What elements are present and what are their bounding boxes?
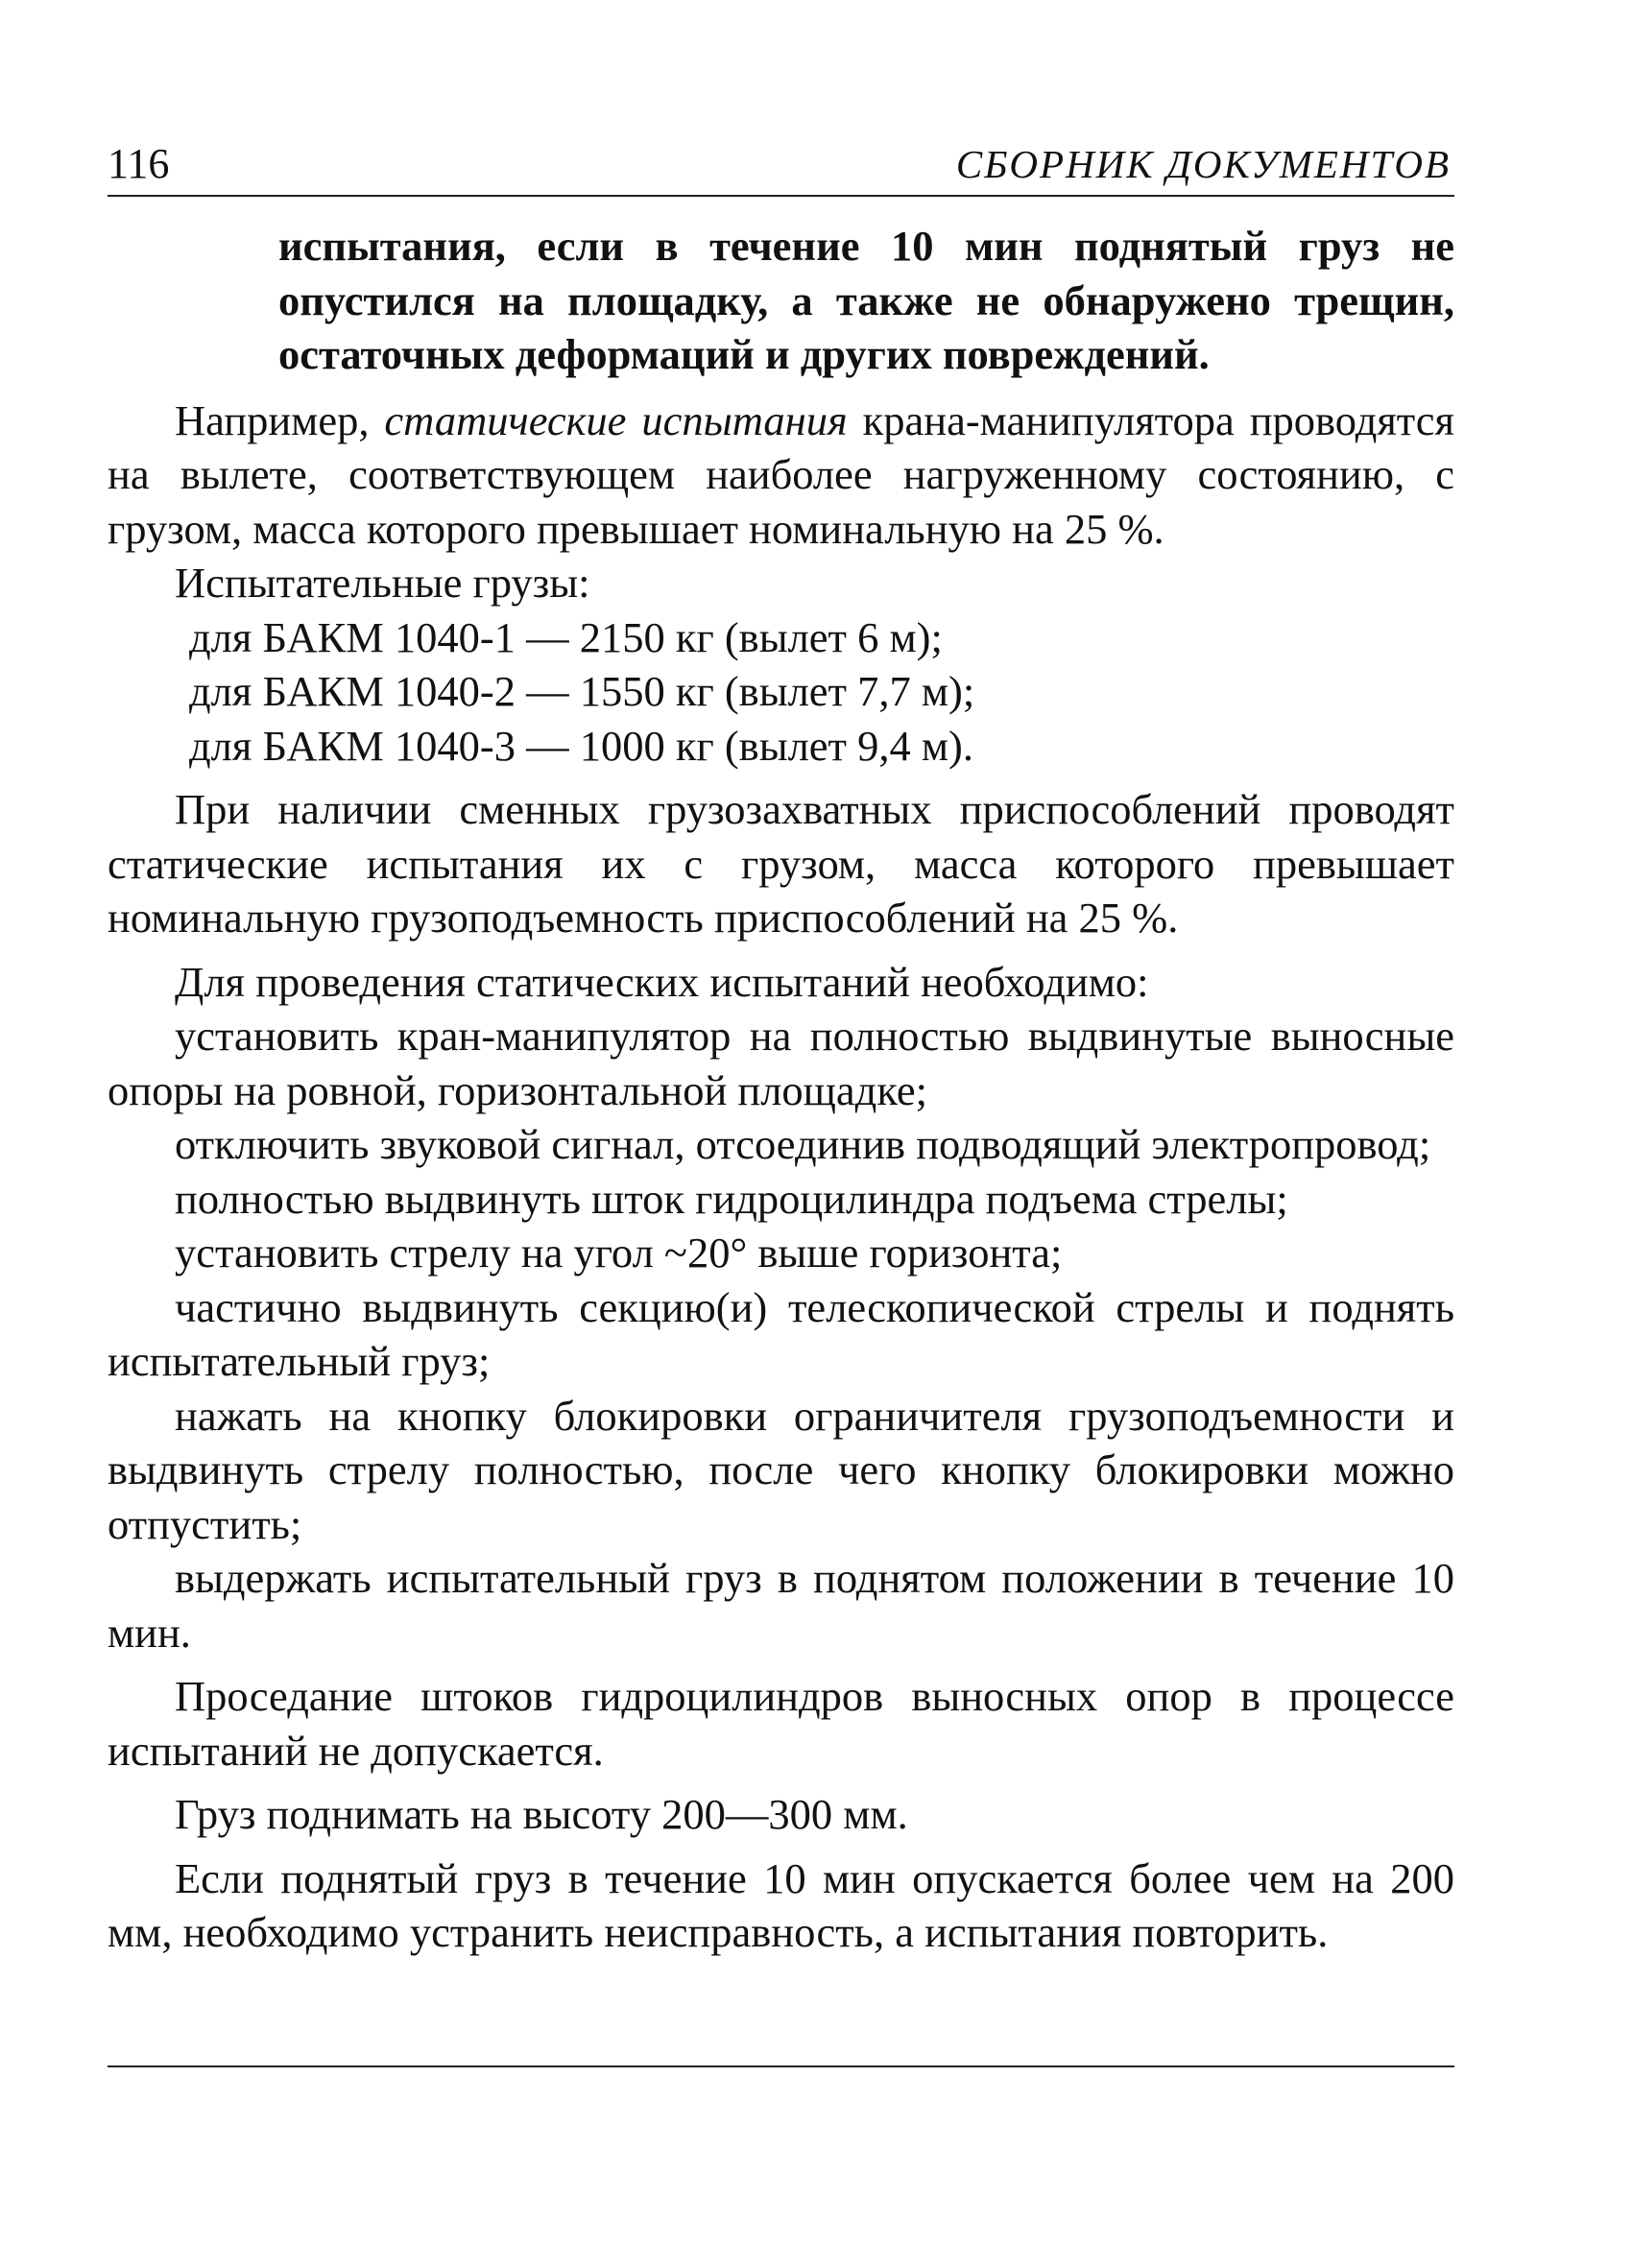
procedure-step: установить стрелу на угол ~20° выше горизонта;	[175, 1229, 1063, 1277]
test-load-item: для БАКМ 1040-2 — 1550 кг (вылет 7,7 м);	[189, 667, 975, 715]
settling-note-paragraph: Проседание штоков гидроцилиндров выносных опор в процессе испытаний не допускается.	[108, 1672, 1454, 1775]
example-rest: крана-манипулятора проводятся на вылете, соответствующем наиболее нагруженному состоянию, с грузом, масса которого превышает номинальную на 25 %.	[108, 395, 1455, 553]
procedure-step: нажать на кнопку блокировки ограничителя грузоподъемности и выдвинуть стрелу полностью, после чего кнопку блокировки можно отпустить;	[108, 1391, 1454, 1548]
procedure-step: отключить звуковой сигнал, отсоединив подводящий электропровод;	[175, 1120, 1431, 1168]
example-italic-term: статические испытания	[384, 395, 848, 444]
test-loads-label: Испытательные грузы:	[175, 559, 590, 607]
running-header	[108, 139, 1454, 197]
lift-height-paragraph: Груз поднимать на высоту 200—300 мм.	[175, 1790, 908, 1838]
procedure-step: выдержать испытательный груз в поднятом положении в течение 10 мин.	[108, 1554, 1454, 1657]
page-number: 116	[108, 140, 170, 187]
procedure-step: полностью выдвинуть шток гидроцилиндра подъема стрелы;	[175, 1174, 1288, 1223]
test-load-item: для БАКМ 1040-1 — 2150 кг (вылет 6 м);	[189, 612, 943, 661]
test-load-item: для БАКМ 1040-3 — 1000 кг (вылет 9,4 м).	[189, 721, 973, 770]
replaceable-devices-paragraph: При наличии сменных грузозахватных приспособлений проводят статические испытания их с грузом, масса которого превышает номинальную грузоподъемность приспособлений на 25 %.	[108, 785, 1454, 942]
example-lead: Например,	[175, 395, 385, 444]
procedure-label: Для проведения статических испытаний необходимо:	[175, 957, 1149, 1006]
footer-rule	[108, 2065, 1454, 2067]
failure-note-paragraph: Если поднятый груз в течение 10 мин опускается более чем на 200 мм, необходимо устранить неисправность, а испытания повторить.	[108, 1853, 1454, 1956]
book-title: СБОРНИК ДОКУМЕНТОВ	[955, 142, 1451, 186]
page-content	[108, 219, 1454, 1960]
procedure-step: установить кран-манипулятор на полностью выдвинутые выносные опоры на ровной, горизонтальной площадке;	[108, 1012, 1454, 1114]
procedure-step: частично выдвинуть секцию(и) телескопической стрелы и поднять испытательный груз;	[108, 1282, 1454, 1385]
example-paragraph	[108, 394, 1454, 557]
bold-intro-paragraph: испытания, если в течение 10 мин поднятый груз не опустился на площадку, а также не обнаружено трещин, остаточных деформаций и других повреждений.	[278, 222, 1454, 378]
